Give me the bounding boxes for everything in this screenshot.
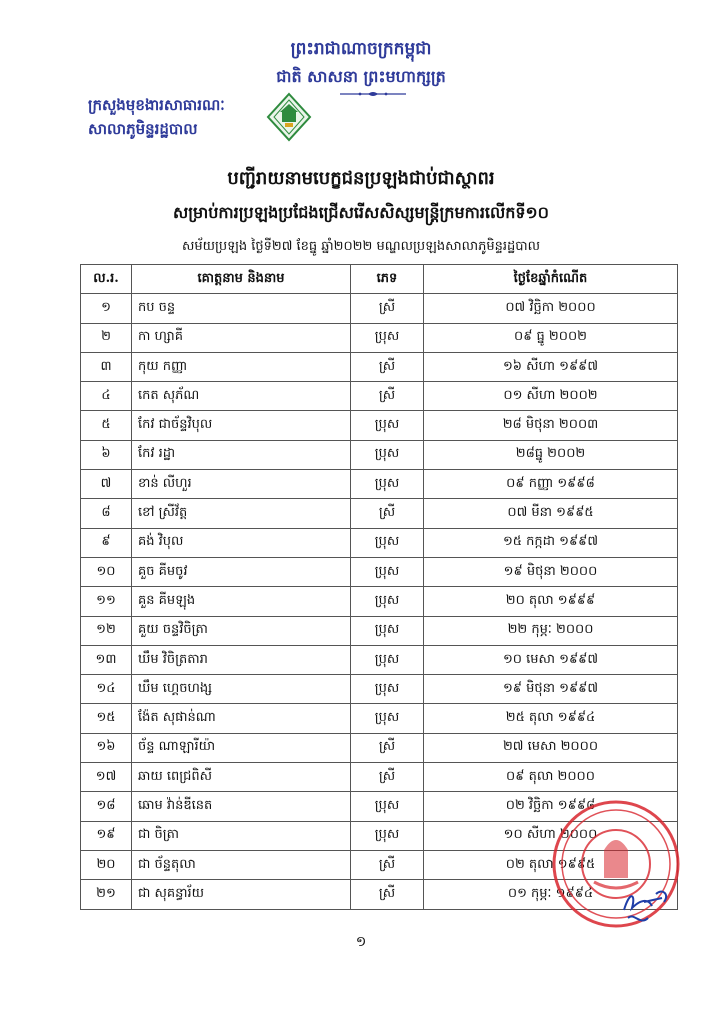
row-number: ៨ xyxy=(81,499,132,528)
candidate-name: ឆាយ ពេជ្រពិសី xyxy=(132,763,351,792)
candidate-sex: ប្រុស xyxy=(351,440,424,469)
candidate-name: ខាន់ លីហួរ xyxy=(132,470,351,499)
candidate-dob: ១៦ សីហា ១៩៩៧ xyxy=(424,352,678,381)
kingdom-title: ព្រះរាជាណាចក្រកម្ពុជា xyxy=(290,39,432,59)
exam-info: សម័យប្រឡង ថ្ងៃទី២៧ ខែធ្នូ ឆ្នាំ២០២២ មណ្ឌលប្រឡងសាលាភូមិន្ទរដ្ឋបាល xyxy=(181,239,541,254)
table-row xyxy=(81,440,678,469)
column-header-number: ល.រ. xyxy=(81,265,132,294)
candidate-name: ឃឹម ហ្គេចហង្ស xyxy=(132,675,351,704)
candidate-name: ខៅ ស្រីវ័ត្ត xyxy=(132,499,351,528)
candidate-sex: ស្រី xyxy=(351,499,424,528)
candidate-dob: ០២ វិច្ឆិកា ១៩៩៨ xyxy=(424,792,678,821)
candidate-sex: ប្រុស xyxy=(351,528,424,557)
candidate-sex: ប្រុស xyxy=(351,792,424,821)
candidate-sex: ស្រី xyxy=(351,733,424,762)
candidate-name: គួយ ចន្ទវិចិត្រា xyxy=(132,616,351,645)
candidate-dob: ១៩ មិថុនា ២០០០ xyxy=(424,557,678,586)
candidate-dob: ១៥ កក្កដា ១៩៩៧ xyxy=(424,528,678,557)
row-number: ៧ xyxy=(81,470,132,499)
candidate-sex: ប្រុស xyxy=(351,323,424,352)
table-row xyxy=(81,411,678,440)
candidate-sex: ស្រី xyxy=(351,352,424,381)
row-number: ២០ xyxy=(81,850,132,879)
column-header-dob: ថ្ងៃខែឆ្នាំកំណើត xyxy=(424,265,678,294)
table-row xyxy=(81,557,678,586)
candidate-dob: ១០ សីហា ២០០០ xyxy=(424,821,678,850)
candidate-sex: ស្រី xyxy=(351,294,424,323)
row-number: ៥ xyxy=(81,411,132,440)
column-header-sex: ភេទ xyxy=(351,265,424,294)
candidate-name: កា ហ្សាគី xyxy=(132,323,351,352)
candidate-dob: ១៩ មិថុនា ១៩៩៧ xyxy=(424,675,678,704)
row-number: ៤ xyxy=(81,382,132,411)
candidate-sex: ប្រុស xyxy=(351,645,424,674)
candidate-dob: ២៨ធ្នូ ២០០២ xyxy=(424,440,678,469)
school-name: សាលាភូមិន្ទរដ្ឋបាល xyxy=(88,120,198,138)
row-number: ១២ xyxy=(81,616,132,645)
official-red-seal-icon xyxy=(544,790,684,940)
table-row xyxy=(81,675,678,704)
table-row xyxy=(81,382,678,411)
table-row xyxy=(81,323,678,352)
candidate-sex: ប្រុស xyxy=(351,470,424,499)
candidate-sex: ប្រុស xyxy=(351,587,424,616)
candidate-dob: ០៩ កញ្ញា ១៩៩៨ xyxy=(424,470,678,499)
row-number: ១៦ xyxy=(81,733,132,762)
candidate-sex: ស្រី xyxy=(351,382,424,411)
column-header-name: គោត្តនាម និងនាម xyxy=(132,265,351,294)
candidate-dob: ២៨ មិថុនា ២០០៣ xyxy=(424,411,678,440)
candidate-name: ង៉ែត សុផាន់ណា xyxy=(132,704,351,733)
candidate-dob: ០១ សីហា ២០០២ xyxy=(424,382,678,411)
table-row xyxy=(81,470,678,499)
ornament-divider-icon xyxy=(338,90,408,98)
row-number: ១៥ xyxy=(81,704,132,733)
candidate-sex: ស្រី xyxy=(351,880,424,909)
candidate-sex: ស្រី xyxy=(351,763,424,792)
candidate-dob: ០៧ មីនា ១៩៩៥ xyxy=(424,499,678,528)
candidate-dob: ០៧ វិច្ឆិកា ២០០០ xyxy=(424,294,678,323)
royal-school-emblem-icon xyxy=(266,92,312,142)
candidate-name: កុយ កញ្ញា xyxy=(132,352,351,381)
candidate-sex: ប្រុស xyxy=(351,411,424,440)
row-number: ១៣ xyxy=(81,645,132,674)
candidate-sex: ស្រី xyxy=(351,850,424,879)
row-number: ១១ xyxy=(81,587,132,616)
row-number: ៦ xyxy=(81,440,132,469)
candidate-sex: ប្រុស xyxy=(351,675,424,704)
row-number: ១៩ xyxy=(81,821,132,850)
row-number: ១០ xyxy=(81,557,132,586)
table-row xyxy=(81,616,678,645)
table-row xyxy=(81,733,678,762)
document-subtitle: សម្រាប់ការប្រឡងប្រជែងជ្រើសរើសសិស្សមន្ត្រីក្រមការលើកទី១០ xyxy=(173,203,549,222)
candidate-name: ជា ចិត្រា xyxy=(132,821,351,850)
row-number: ៣ xyxy=(81,352,132,381)
ministry-name: ក្រសួងមុខងារសាធារណៈ xyxy=(88,96,225,114)
row-number: ៩ xyxy=(81,528,132,557)
row-number: ១៨ xyxy=(81,792,132,821)
row-number: ២ xyxy=(81,323,132,352)
candidate-dob: ០៩ តុលា ២០០០ xyxy=(424,763,678,792)
candidate-name: កប ចន្ទ xyxy=(132,294,351,323)
table-row xyxy=(81,587,678,616)
table-row xyxy=(81,704,678,733)
candidate-name: កែវ រដ្ឋា xyxy=(132,440,351,469)
table-row xyxy=(81,763,678,792)
row-number: ១៤ xyxy=(81,675,132,704)
candidate-name: គួច គីមចូវ xyxy=(132,557,351,586)
candidate-name: ជា សុគន្ធារ័យ xyxy=(132,880,351,909)
candidate-dob: ២៧ មេសា ២០០០ xyxy=(424,733,678,762)
table-row xyxy=(81,528,678,557)
candidate-name: ច័ន្ទ ណាឡារីយ៉ា xyxy=(132,733,351,762)
candidate-sex: ប្រុស xyxy=(351,557,424,586)
candidate-dob: ២៥ តុលា ១៩៩៤ xyxy=(424,704,678,733)
candidate-sex: ប្រុស xyxy=(351,704,424,733)
candidate-name: ឃឹម វិចិត្រតារា xyxy=(132,645,351,674)
candidate-dob: ២២ កុម្ភៈ ២០០០ xyxy=(424,616,678,645)
candidate-name: ឆោម វ៉ាន់ឌីនេត xyxy=(132,792,351,821)
table-row xyxy=(81,645,678,674)
candidate-sex: ប្រុស xyxy=(351,821,424,850)
table-row xyxy=(81,499,678,528)
candidate-name: កេត សុភ័ណ xyxy=(132,382,351,411)
table-row xyxy=(81,352,678,381)
candidate-name: កែវ ជាច័ន្ទវិបុល xyxy=(132,411,351,440)
row-number: ២១ xyxy=(81,880,132,909)
candidate-dob: ០៩ ធ្នូ ២០០២ xyxy=(424,323,678,352)
row-number: ១ xyxy=(81,294,132,323)
candidate-dob: ១០ មេសា ១៩៩៧ xyxy=(424,645,678,674)
candidate-name: គួន គីមឡុង xyxy=(132,587,351,616)
candidate-sex: ប្រុស xyxy=(351,616,424,645)
kingdom-motto: ជាតិ សាសនា ព្រះមហាក្សត្រ xyxy=(276,67,446,86)
row-number: ១៧ xyxy=(81,763,132,792)
table-row xyxy=(81,294,678,323)
candidate-dob: ០១ កុម្ភៈ ១៩៩៤ xyxy=(424,880,678,909)
page-number: ១ xyxy=(355,934,367,950)
candidate-name: ជា ច័ន្ទតុលា xyxy=(132,850,351,879)
candidate-dob: ០២ តុលា ១៩៩៥ xyxy=(424,850,678,879)
candidate-name: គង់ វិបុល xyxy=(132,528,351,557)
candidate-dob: ២០ តុលា ១៩៩៩ xyxy=(424,587,678,616)
document-title: បញ្ជីរាយនាមបេក្ខជនប្រឡងជាប់ជាស្ថាពរ xyxy=(227,168,495,189)
table-header-row xyxy=(81,265,678,294)
